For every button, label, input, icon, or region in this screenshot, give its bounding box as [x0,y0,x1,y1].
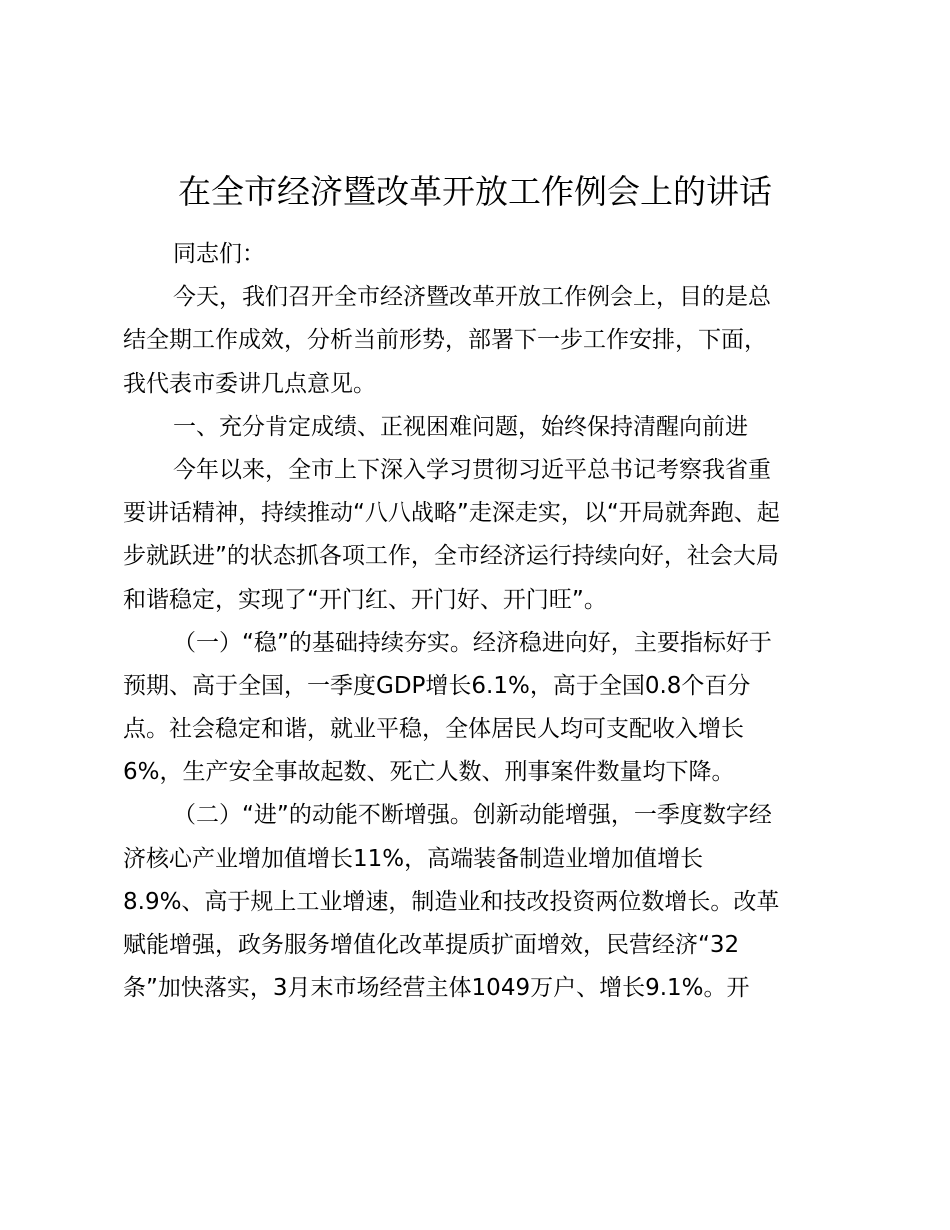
paragraph-line: 今年以来，全市上下深入学习贯彻习近平总书记考察我省重 [173,456,771,483]
paragraph-line: 8.9%、高于规上工业增速，制造业和技改投资两位数增长。改革 [123,888,780,915]
paragraph-line: 结全期工作成效，分析当前形势，部署下一步工作安排，下面， [123,327,767,354]
document-title: 在全市经济暨改革开放工作例会上的讲话 [178,172,772,211]
paragraph-line: 点。社会稳定和谐，就业平稳，全体居民人均可支配收入增长 [123,716,744,743]
document-body [123,233,843,1010]
paragraph-line: 赋能增强，政务服务增值化改革提质扩面增效，民营经济“32 [123,932,740,958]
subsection-line: （一）“稳”的基础持续夯实。经济稳进向好，主要指标好于 [173,629,772,656]
paragraph-line: 和谐稳定，实现了“开门红、开门好、开门旺”。 [123,586,607,613]
paragraph-line: 步就跃进”的状态抓各项工作，全市经济运行持续向好，社会大局 [123,543,779,570]
section-heading: 一、充分肯定成绩、正视困难问题，始终保持清醒向前进 [173,413,748,440]
subsection-line: （二）“进”的动能不断增强。创新动能增强，一季度数字经 [173,802,772,829]
paragraph-line: 6%，生产安全事故起数、死亡人数、刑事案件数量均下降。 [123,759,735,786]
salutation-line: 同志们： [173,241,265,267]
paragraph-line: 条”加快落实，3月末市场经营主体1049万户、增长9.1%。开 [123,975,750,1002]
paragraph-line: 要讲话精神，持续推动“八八战略”走深走实，以“开局就奔跑、起 [123,500,780,527]
paragraph-line: 预期、高于全国，一季度GDP增长6.1%，高于全国0.8个百分 [123,672,751,699]
paragraph-line: 我代表市委讲几点意见。 [123,370,376,397]
paragraph-line: 今天，我们召开全市经济暨改革开放工作例会上，目的是总 [173,284,771,311]
paragraph-line: 济核心产业增加值增长11%，高端装备制造业增加值增长 [123,845,704,872]
